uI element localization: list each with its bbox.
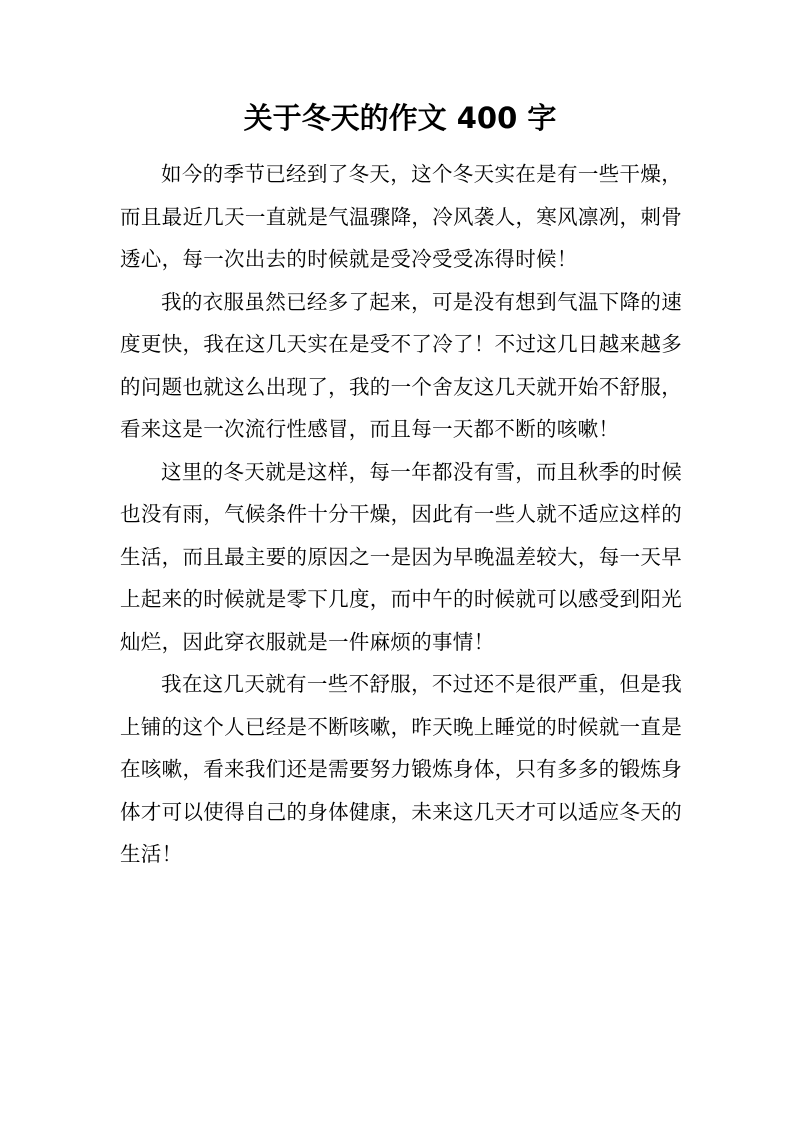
paragraph-2: 我的衣服虽然已经多了起来，可是没有想到气温下降的速度更快，我在这几天实在是受不了冷了！不过这几日越来越多的问题也就这么出现了，我的一个舍友这几天就开始不舒服，看来这是一次流行性感冒，而且每一天都不断的咳嗽！ (120, 289, 682, 441)
document-title: 关于冬天的作文 400 字 (243, 101, 557, 135)
paragraph-3: 这里的冬天就是这样，每一年都没有雪，而且秋季的时候也没有雨，气候条件十分干燥，因此有一些人就不适应这样的生活，而且最主要的原因之一是因为早晚温差较大，每一天早上起来的时候就是零下几度，而中午的时候就可以感受到阳光灿烂，因此穿衣服就是一件麻烦的事情！ (120, 459, 682, 654)
paragraph-1: 如今的季节已经到了冬天，这个冬天实在是有一些干燥，而且最近几天一直就是气温骤降，冷风袭人，寒风凛冽，刺骨透心，每一次出去的时候就是受冷受受冻得时候！ (120, 162, 682, 271)
document-body (120, 153, 682, 876)
paragraph-4: 我在这几天就有一些不舒服，不过还不是很严重，但是我上铺的这个人已经是不断咳嗽，昨天晚上睡觉的时候就一直是在咳嗽，看来我们还是需要努力锻炼身体，只有多多的锻炼身体才可以使得自己的身体健康，未来这几天才可以适应冬天的生活！ (120, 672, 682, 866)
